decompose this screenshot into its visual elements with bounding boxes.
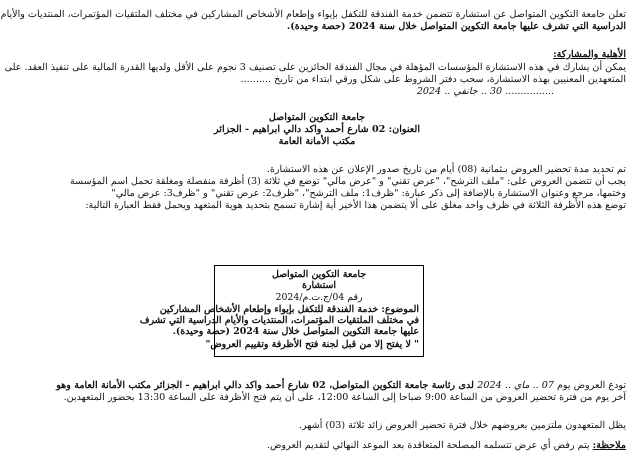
box-line-2: استشارة (302, 280, 336, 291)
deposit-line-1-post: لدى رئاسة جامعة التكوين المتواصل، 02 شارع أحمد واكد دالي ابراهيم - الجزائر مكتب الأمانة العامة وهو (56, 380, 478, 391)
eligibility-line-1: يمكن أن يشارك في هذه الاستشارة المؤسسات المؤهلة في مجال الفندقة الحائزين على تصنيف 3 نجوم على الأقل ولديها القدرة المالية على تنفيذ العقد. على (4, 62, 626, 73)
submission-line-3: وختمها، مرجع وعنوان الاستشارة بالإضافة إلى ذكر عبارة: "ظرف1: ملف الترشح"، "ظرف2: عرض تقني" و "ظرف3: عرض مالي" (111, 188, 626, 199)
address-line-2: العنوان: 02 شارع أحمد واكد دالي ابراهيم - الجزائر (214, 124, 420, 135)
address-line-1: جامعة التكوين المتواصل (268, 112, 366, 123)
address-line-3: مكتب الأمانة العامة (278, 136, 356, 147)
deposit-line-1-pre: تودع العروض يوم (553, 380, 626, 391)
box-line-1: جامعة التكوين المتواصل (271, 269, 367, 280)
intro-line-2: الدراسية التي تشرف عليها جامعة التكوين المتواصل خلال سنة 2024 (حصة وحيدة). (286, 21, 626, 32)
deposit-date: 07 .. ماي .. 2024 (477, 380, 554, 391)
box-line-5: في مختلف الملتقيات المؤتمرات، المنتديات والأيام الدراسية التي تشرف (139, 315, 419, 326)
envelope-label-box (139, 265, 424, 357)
note-line (8, 440, 626, 451)
box-line-4: الموضوع: خدمة الفندقة للتكفل بإيواء وإطعام الأشخاص المشاركين (159, 304, 419, 315)
submission-line-4: توضع هذه الأظرفة الثلاثة في ظرف واحد مغلق على ألا يتضمن هذا الأخير أية إشارة تسمح بتحديد هوية المتعهد ويحمل فقط العبارة التالية: (85, 200, 626, 211)
note-label: ملاحظة: (592, 440, 626, 451)
box-line-7: " لا يفتح إلا من قبل لجنة فتح الأظرفة وتقييم العروض" (205, 339, 419, 350)
eligibility-line-2: المتعهدين المعنيين بهذه الاستشارة، سحب دفتر الشروط على شكل ورقي ابتداء من تاريخ .......... (240, 74, 626, 85)
intro-line-1: تعلن جامعة التكوين المتواصل عن استشارة تتضمن خدمة الفندقة للتكفل بإيواء وإطعام الأشخاص المشاركين في مختلف الملتقيات المؤتمرات، المنتديات والأيام (0, 9, 626, 20)
submission-line-1: تم تحديد مدة تحضير العروض بـثمانية (08) أيام من تاريخ صدور الإعلان عن هذه الاستشارة. (266, 164, 626, 175)
validity-line-1: يظل المتعهدون ملتزمين بعروضهم خلال فترة تحضير العروض زائد ثلاثة (03) أشهر. (298, 420, 626, 431)
box-line-6: عليها جامعة التكوين المتواصل خلال سنة 2024 (حصة وحيدة). (172, 326, 419, 337)
eligibility-date-line (8, 86, 554, 97)
eligibility-date: 30 .. جانفي .. 2024 (416, 86, 503, 97)
deposit-line-1 (8, 380, 626, 391)
note-text: يتم رفض أي عرض تتسلمه المصلحة المتعاقدة بعد الموعد النهائي لتقديم العروض. (266, 440, 593, 451)
deposit-line-2: آخر يوم من فترة تحضير العروض من الساعة 9:00 صباحا إلى الساعة 12:00، على أن يتم فتح الأظرفة على الساعة 13:30 بحضور المتعهدين. (63, 392, 626, 403)
box-line-3: رقم 04/ج.ت.م/2024 (275, 292, 363, 303)
submission-line-2: يجب أن تتضمن العروض على: "ملف الترشح"، "عرض تقني" و "عرض مالي" توضع في ثلاثة (3) أظرفة منفصلة ومغلقة تحمل اسم المؤسسة (69, 176, 626, 187)
eligibility-heading: الأهلية والمشاركة: (553, 49, 626, 60)
eligibility-date-tail: ................ (505, 86, 554, 97)
